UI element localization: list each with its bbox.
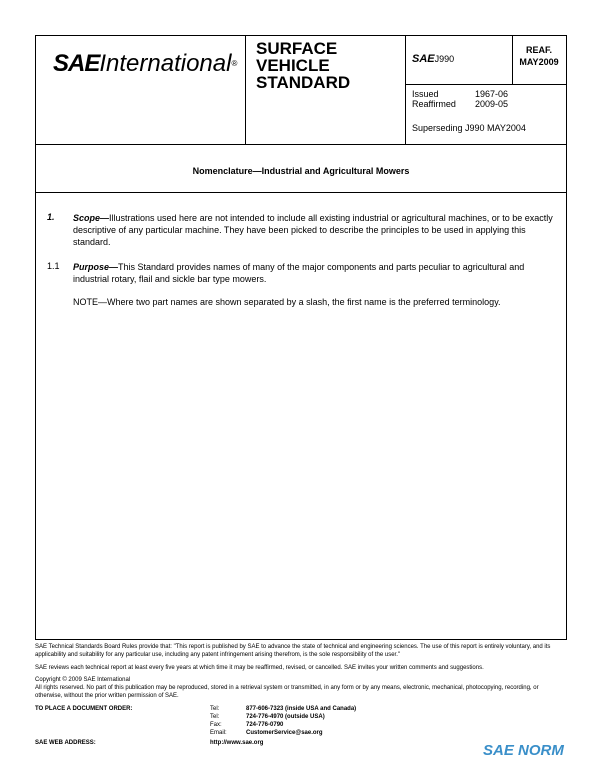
superseding: Superseding J990 MAY2004 (412, 123, 526, 133)
section-number: 1.1 (47, 261, 60, 271)
footer-rules: SAE Technical Standards Board Rules provide that: "This report is published by SAE to advance the state of technical and engineering sciences. The use of this report is entirely voluntary, and its applicability and suitability for any particular use, including any patent infringement arising therefrom, is the sole responsibility of the user." (35, 644, 551, 658)
contact-value: 724-776-0790 (246, 722, 284, 728)
contact-label: Fax: (210, 722, 222, 728)
web-link[interactable]: http://www.sae.org (210, 740, 264, 746)
section-text: Illustrations used here are not intended to include all existing industrial or agricultural machines, or to be exactly descriptive of any particular machine. They have been picked to describe the principles to be used in applying this standard. (73, 213, 553, 247)
contact-label: Email: (210, 730, 227, 736)
standard-type: SURFACE VEHICLE STANDARD (256, 39, 351, 92)
divider (405, 84, 567, 85)
section-purpose (73, 261, 553, 285)
order-label: TO PLACE A DOCUMENT ORDER: (35, 706, 133, 712)
footer-rights: All rights reserved. No part of this publication may be reproduced, stored in a retrieval system or transmitted, in any form or by any means, electronic, mechanical, photocopying, recording, or otherwise, without the prior written permission of SAE. (35, 685, 539, 699)
sae-international-logo: SAEInternational® (53, 50, 238, 77)
section-scope (73, 212, 553, 248)
document-title: Nomenclature—Industrial and Agricultural Mowers (192, 166, 410, 176)
issued-value: 1967-06 (475, 89, 509, 99)
contact-value: 724-776-4970 (outside USA) (246, 714, 325, 720)
contact-label: Tel: (210, 714, 220, 720)
sae-norm-watermark: SAE NORM (483, 742, 564, 759)
divider (405, 36, 406, 145)
reaffirmed-value: 2009-05 (475, 99, 509, 109)
status-badge: REAF. MAY2009 (519, 45, 559, 67)
contact-link[interactable]: CustomerService@sae.org (246, 730, 323, 736)
section-number: 1. (47, 212, 55, 222)
footer-copyright: Copyright © 2009 SAE International (35, 677, 131, 683)
web-label: SAE WEB ADDRESS: (35, 740, 96, 746)
contact-label: Tel: (210, 706, 220, 712)
document-number: SAEJ990 (412, 53, 455, 65)
divider (245, 36, 246, 145)
footer-review: SAE reviews each technical report at least every five years at which time it may be reaffirmed, revised, or cancelled. SAE invites your written comments and suggestions. (35, 665, 484, 671)
note: NOTE—Where two part names are shown separated by a slash, the first name is the preferred terminology. (73, 297, 501, 307)
contact-value: 877-606-7323 (inside USA and Canada) (246, 706, 357, 712)
issued-label: Issued (412, 89, 439, 99)
section-text: This Standard provides names of many of the major components and parts peculiar to agricultural and industrial rotary, flail and sickle bar type mowers. (73, 262, 525, 284)
reaffirmed-label: Reaffirmed (412, 99, 456, 109)
section-heading: Scope— (73, 213, 110, 223)
section-heading: Purpose— (73, 262, 119, 272)
